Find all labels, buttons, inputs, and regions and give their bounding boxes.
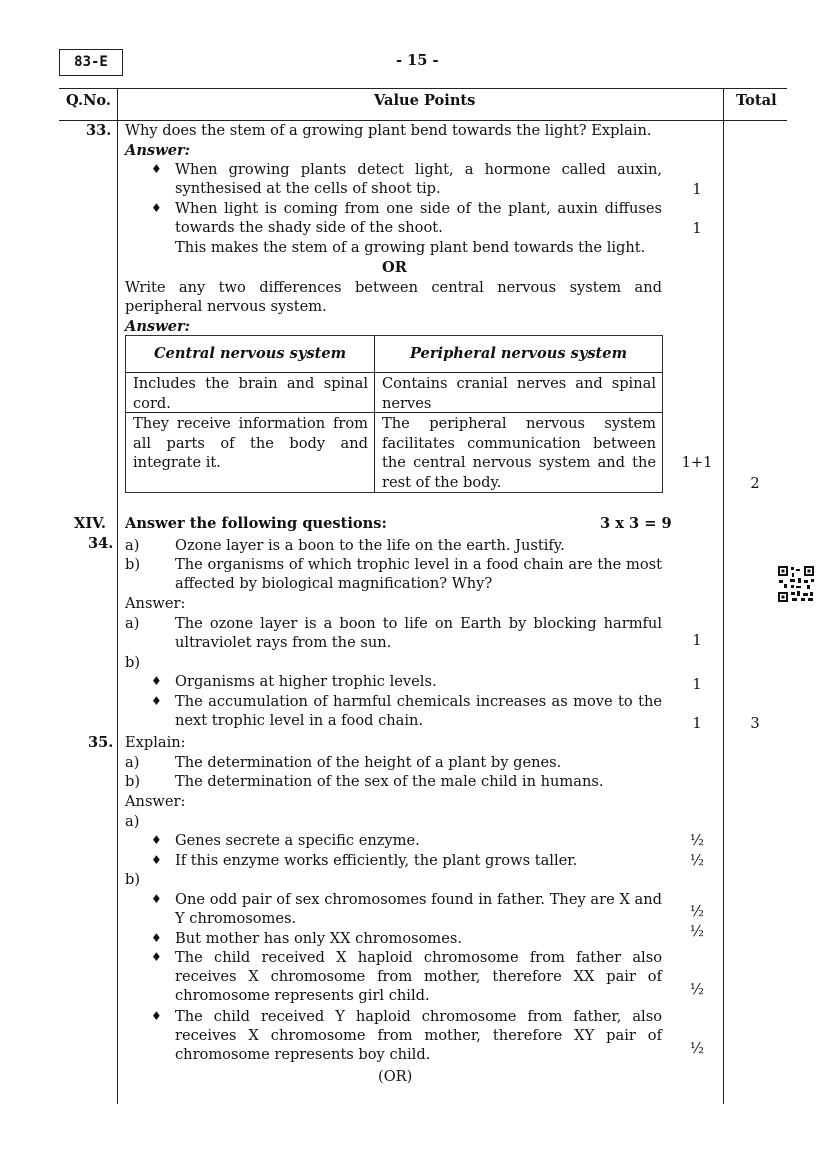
answer-label: Answer: (125, 318, 191, 335)
diamond-bullet-icon: ♦ (151, 931, 162, 945)
part-label: b) (125, 654, 141, 671)
mark-value: 1 (692, 715, 702, 732)
table-divider (126, 372, 662, 373)
question-number: 33. (86, 122, 112, 139)
part-label: b) (125, 773, 141, 790)
table-cell: They receive information from all parts of the body and integrate it. (133, 415, 368, 472)
question-number: 35. (88, 734, 114, 751)
answer-bullet: The accumulation of harmful chemicals increases as move to the next trophic level in a food chain. (175, 693, 662, 729)
answer-label: Answer: (125, 595, 186, 612)
mark-value: 1 (692, 181, 702, 198)
mark-value: ½ (689, 1040, 705, 1057)
diamond-bullet-icon: ♦ (151, 950, 162, 964)
answer-text: The ozone layer is a boon to life on Earth by blocking harmful ultraviolet rays from the sun. (175, 615, 662, 651)
part-label: a) (125, 754, 140, 771)
part-label: a) (125, 813, 140, 830)
answer-label: Answer: (125, 142, 191, 159)
question-number: 34. (88, 535, 114, 552)
col-header-qno: Q.No. (66, 92, 111, 109)
mark-value: 1 (692, 632, 702, 649)
col-header-total: Total (736, 92, 777, 109)
answer-bullet: But mother has only XX chromosomes. (175, 930, 462, 947)
mark-value: ½ (689, 903, 705, 920)
answer-bullet: The child received Y haploid chromosome from father, also receives X chromosome from mother, therefore XY pair of chromosome represents boy child. (175, 1008, 662, 1063)
answer-bullet: Genes secrete a specific enzyme. (175, 832, 420, 849)
mark-value: ½ (689, 832, 705, 849)
diamond-bullet-icon: ♦ (151, 853, 162, 867)
paper-code: 83-E (59, 49, 123, 76)
table-top-rule (59, 88, 787, 89)
difference-table (125, 335, 663, 493)
qno-column-divider (117, 88, 118, 1104)
part-text: The determination of the sex of the male child in humans. (175, 773, 604, 790)
diamond-bullet-icon: ♦ (151, 1009, 162, 1023)
section-marks: 3 x 3 = 9 (600, 515, 672, 532)
total-column-divider (723, 88, 724, 1104)
page-number: - 15 - (396, 52, 439, 69)
mark-value: 1 (692, 220, 702, 237)
mark-value: ½ (689, 852, 705, 869)
diamond-bullet-icon: ♦ (151, 694, 162, 708)
mark-value: ½ (689, 981, 705, 998)
table-header-cns: Central nervous system (153, 345, 347, 362)
diamond-bullet-icon: ♦ (151, 162, 162, 176)
mark-value: 1+1 (681, 454, 713, 471)
total-value: 3 (750, 715, 760, 732)
or-separator: OR (382, 259, 407, 276)
mark-value: 1 (692, 676, 702, 693)
diamond-bullet-icon: ♦ (151, 674, 162, 688)
answer-label: Answer: (125, 793, 186, 810)
table-cell: The peripheral nervous system facilitates communication between the central nervous system and the rest of the body. (382, 415, 656, 491)
diamond-bullet-icon: ♦ (151, 833, 162, 847)
part-text: The organisms of which trophic level in a food chain are the most affected by biological magnification? Why? (175, 556, 662, 592)
part-label: a) (125, 537, 140, 554)
section-heading: Answer the following questions: (125, 515, 387, 532)
question-text: Why does the stem of a growing plant bend towards the light? Explain. (125, 122, 652, 139)
mark-value: ½ (689, 923, 705, 940)
question-intro: Explain: (125, 734, 186, 751)
answer-bullet: One odd pair of sex chromosomes found in father. They are X and Y chromosomes. (175, 891, 662, 927)
diamond-bullet-icon: ♦ (151, 201, 162, 215)
table-cell: Contains cranial nerves and spinal nerves (382, 375, 656, 412)
part-text: The determination of the height of a plant by genes. (175, 754, 562, 771)
col-header-value-points: Value Points (374, 92, 476, 109)
part-label: b) (125, 871, 141, 888)
or-separator: (OR) (378, 1068, 413, 1085)
answer-bullet: When growing plants detect light, a hormone called auxin, synthesised at the cells of shoot tip. (175, 161, 662, 197)
table-cell: Includes the brain and spinal cord. (133, 375, 368, 412)
answer-bullet: When light is coming from one side of the plant, auxin diffuses towards the shady side of the shoot. (175, 200, 662, 236)
table-header-pns: Peripheral nervous system (409, 345, 628, 362)
answer-bullet: Organisms at higher trophic levels. (175, 673, 437, 690)
part-text: Ozone layer is a boon to the life on the earth. Justify. (175, 537, 565, 554)
total-value: 2 (750, 475, 760, 492)
alt-question-text: Write any two differences between central nervous system and peripheral nervous system. (125, 279, 662, 315)
answer-conclusion: This makes the stem of a growing plant bend towards the light. (175, 239, 646, 256)
diamond-bullet-icon: ♦ (151, 892, 162, 906)
answer-bullet: If this enzyme works efficiently, the plant grows taller. (175, 852, 578, 869)
part-label: b) (125, 556, 141, 573)
answer-bullet: The child received X haploid chromosome from father also receives X chromosome from mother, therefore XX pair of chromosome represents girl child. (175, 949, 662, 1004)
section-roman: XIV. (74, 515, 107, 532)
qr-code-icon (777, 565, 815, 603)
part-label: a) (125, 615, 140, 632)
